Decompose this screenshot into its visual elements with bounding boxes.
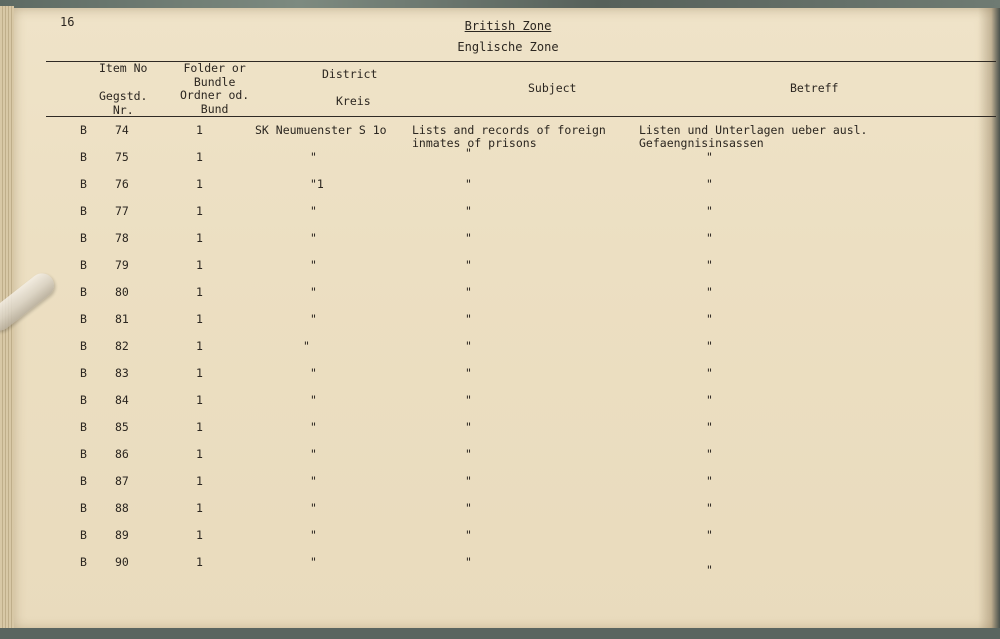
cell-subject: " (465, 555, 472, 569)
cell-subject: " (465, 339, 472, 353)
table-row (0, 421, 1000, 448)
cell-subject: " (465, 177, 472, 191)
cell-item-number: 90 (115, 555, 129, 569)
table-row (0, 475, 1000, 502)
cell-betreff: " (706, 501, 713, 515)
cell-subject: " (465, 447, 472, 461)
cell-district: " (310, 258, 317, 272)
cell-district: " (310, 555, 317, 569)
cell-folder: 1 (196, 366, 203, 380)
cell-betreff: " (706, 339, 713, 353)
cell-subject: Lists and records of foreign inmates of prisons (412, 123, 606, 150)
header-item-no: Item No (99, 61, 148, 75)
cell-district: " (310, 231, 317, 245)
header-folder: Folder or Bundle Ordner od. Bund (180, 61, 250, 116)
cell-prefix: B (80, 447, 87, 461)
cell-folder: 1 (196, 285, 203, 299)
cell-subject: " (465, 285, 472, 299)
cell-item-number: 85 (115, 420, 129, 434)
cell-item-number: 86 (115, 447, 129, 461)
table-row (0, 367, 1000, 394)
header-betreff: Betreff (790, 81, 839, 95)
cell-prefix: B (80, 501, 87, 515)
cell-district: " (310, 474, 317, 488)
cell-item-number: 82 (115, 339, 129, 353)
cell-folder: 1 (196, 177, 203, 191)
cell-prefix: B (80, 393, 87, 407)
cell-item-number: 81 (115, 312, 129, 326)
cell-district: " (310, 393, 317, 407)
cell-folder: 1 (196, 204, 203, 218)
cell-folder: 1 (196, 339, 203, 353)
cell-subject: " (465, 420, 472, 434)
header-subject: Subject (528, 81, 577, 95)
cell-item-number: 88 (115, 501, 129, 515)
cell-district: " (310, 285, 317, 299)
cell-betreff: " (706, 204, 713, 218)
cell-subject: " (465, 312, 472, 326)
cell-subject: " (465, 258, 472, 272)
cell-prefix: B (80, 339, 87, 353)
header-district: District (322, 67, 378, 81)
zone-title-english: British Zone (464, 19, 552, 33)
cell-folder: 1 (196, 393, 203, 407)
cell-item-number: 89 (115, 528, 129, 542)
cell-betreff: " (706, 258, 713, 272)
cell-prefix: B (80, 420, 87, 434)
cell-prefix: B (80, 474, 87, 488)
cell-subject: " (465, 366, 472, 380)
cell-district: " (310, 204, 317, 218)
cell-folder: 1 (196, 231, 203, 245)
cell-betreff: Listen und Unterlagen ueber ausl. Gefaengnisinsassen (639, 123, 868, 150)
cell-district: " (310, 447, 317, 461)
cell-betreff: " (706, 528, 713, 542)
cell-subject: " (465, 231, 472, 245)
cell-district: " (310, 150, 317, 164)
table-header-rule (46, 116, 996, 117)
cell-folder: 1 (196, 447, 203, 461)
cell-district: " (303, 339, 310, 353)
cell-betreff: " (706, 177, 713, 191)
cell-prefix: B (80, 366, 87, 380)
table-row (0, 448, 1000, 475)
cell-district: " (310, 501, 317, 515)
table-row (0, 502, 1000, 529)
header-gegstd: Gegstd. Nr. (99, 89, 148, 117)
cell-item-number: 78 (115, 231, 129, 245)
cell-betreff: " (706, 150, 713, 164)
cell-item-number: 74 (115, 123, 129, 137)
cell-item-number: 87 (115, 474, 129, 488)
cell-prefix: B (80, 258, 87, 272)
table-row (0, 259, 1000, 286)
cell-item-number: 75 (115, 150, 129, 164)
table-row (0, 313, 1000, 340)
cell-folder: 1 (196, 150, 203, 164)
cell-district: "1 (310, 177, 324, 191)
cell-district: " (310, 312, 317, 326)
cell-betreff: " (706, 366, 713, 380)
binder-bottom-edge (0, 628, 1000, 639)
table-row (0, 556, 1000, 583)
cell-folder: 1 (196, 312, 203, 326)
cell-folder: 1 (196, 474, 203, 488)
cell-betreff: " (706, 474, 713, 488)
cell-folder: 1 (196, 501, 203, 515)
cell-item-number: 79 (115, 258, 129, 272)
table-row (0, 232, 1000, 259)
cell-item-number: 76 (115, 177, 129, 191)
page-number: 16 (60, 15, 75, 29)
cell-betreff: " (706, 312, 713, 326)
cell-prefix: B (80, 123, 87, 137)
cell-district: " (310, 420, 317, 434)
cell-subject: " (465, 393, 472, 407)
cell-betreff: " (706, 563, 713, 577)
cell-folder: 1 (196, 420, 203, 434)
cell-subject: " (465, 146, 472, 160)
cell-betreff: " (706, 231, 713, 245)
table-row (0, 394, 1000, 421)
cell-district: SK Neumuenster S 1o (255, 123, 387, 137)
cell-prefix: B (80, 150, 87, 164)
cell-prefix: B (80, 555, 87, 569)
table-row (0, 124, 1000, 151)
cell-betreff: " (706, 447, 713, 461)
zone-title-german: Englische Zone (457, 40, 559, 54)
cell-betreff: " (706, 420, 713, 434)
cell-prefix: B (80, 285, 87, 299)
cell-betreff: " (706, 285, 713, 299)
table-row (0, 178, 1000, 205)
cell-prefix: B (80, 231, 87, 245)
cell-item-number: 80 (115, 285, 129, 299)
cell-item-number: 84 (115, 393, 129, 407)
cell-folder: 1 (196, 123, 203, 137)
cell-prefix: B (80, 312, 87, 326)
cell-folder: 1 (196, 555, 203, 569)
table-row (0, 340, 1000, 367)
header-kreis: Kreis (336, 94, 371, 108)
cell-subject: " (465, 204, 472, 218)
cell-item-number: 77 (115, 204, 129, 218)
cell-subject: " (465, 474, 472, 488)
cell-folder: 1 (196, 258, 203, 272)
table-row (0, 529, 1000, 556)
cell-betreff: " (706, 393, 713, 407)
table-row (0, 205, 1000, 232)
table-row (0, 286, 1000, 313)
table-row (0, 146, 1000, 178)
cell-prefix: B (80, 204, 87, 218)
cell-district: " (310, 528, 317, 542)
cell-prefix: B (80, 177, 87, 191)
cell-district: " (310, 366, 317, 380)
cell-prefix: B (80, 528, 87, 542)
cell-subject: " (465, 501, 472, 515)
cell-subject: " (465, 528, 472, 542)
cell-folder: 1 (196, 528, 203, 542)
cell-item-number: 83 (115, 366, 129, 380)
